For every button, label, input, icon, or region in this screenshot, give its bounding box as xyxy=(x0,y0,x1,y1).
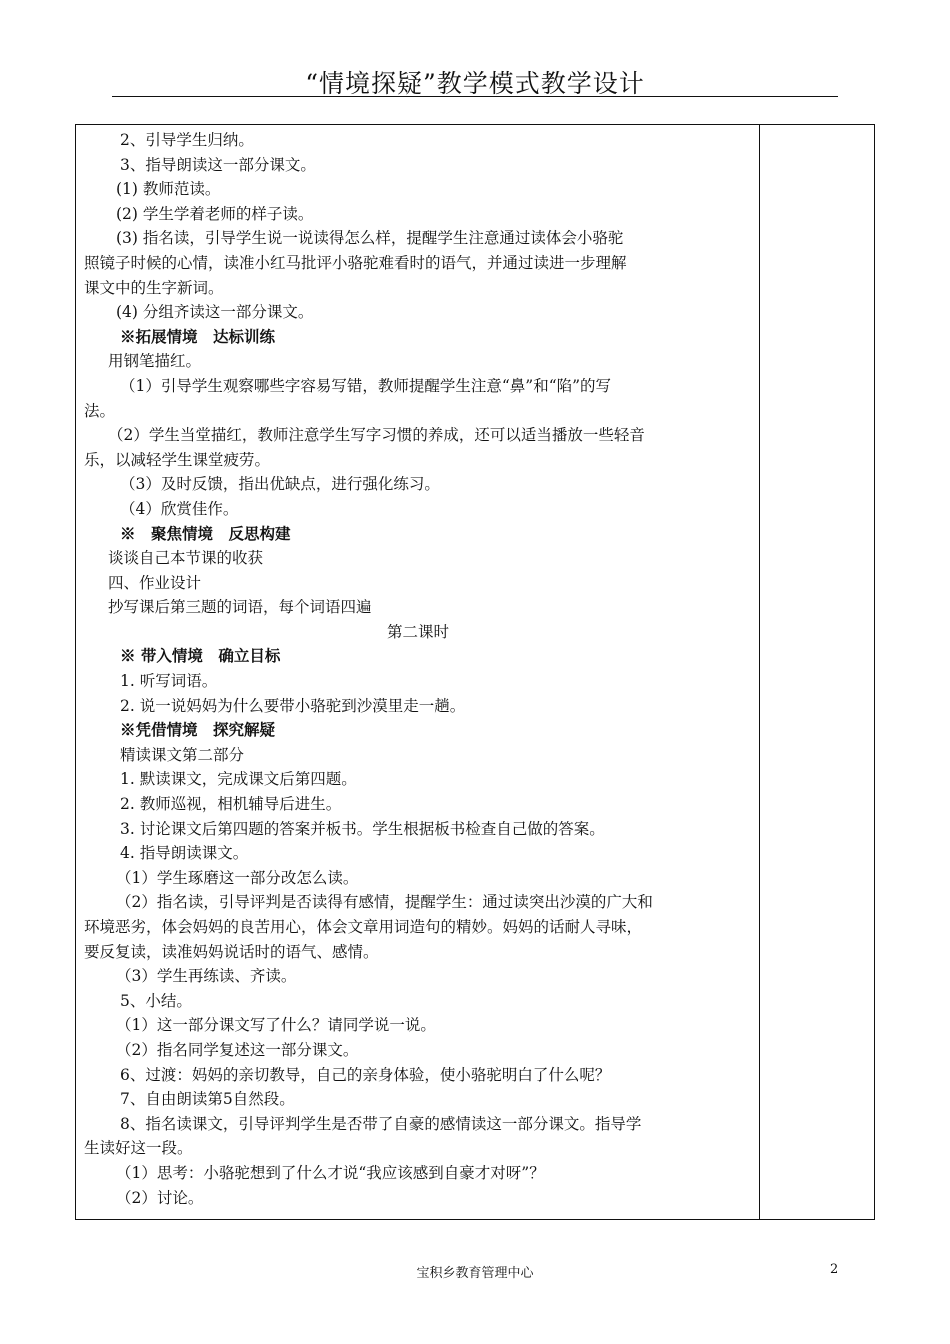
text-line: (3) 指名读，引导学生说一说读得怎么样，提醒学生注意通过读体会小骆驼 xyxy=(116,229,624,248)
lesson-period-title: 第二课时 xyxy=(386,622,449,641)
text-line: (2) 学生学着老师的样子读。 xyxy=(116,204,314,223)
text-line: 照镜子时候的心情，读准小红马批评小骆驼难看时的语气，并通过读进一步理解 xyxy=(84,253,627,272)
text-line: （1）思考：小骆驼想到了什么才说“我应该感到自豪才对呀”？ xyxy=(116,1163,545,1182)
text-line: 6、过渡：妈妈的亲切教导，自己的亲身体验，使小骆驼明白了什么呢？ xyxy=(120,1065,611,1084)
text-line: 3. 讨论课文后第四题的答案并板书。学生根据板书检查自己做的答案。 xyxy=(120,819,605,838)
section-heading: ※凭借情境 探究解疑 xyxy=(120,720,276,740)
text-line: （2）指名同学复述这一部分课文。 xyxy=(116,1040,359,1059)
text-line: 用钢笔描红。 xyxy=(108,352,202,371)
text-line: （3）及时反馈，指出优缺点，进行强化练习。 xyxy=(120,475,440,494)
text-line: 5、小结。 xyxy=(120,991,192,1010)
text-line: 2、引导学生归纳。 xyxy=(120,131,254,149)
text-line: （1）引导学生观察哪些字容易写错，教师提醒学生注意“鼻”和“陷”的写 xyxy=(120,376,612,395)
text-line: (1) 教师范读。 xyxy=(116,180,221,199)
section-heading: ※ 聚焦情境 反思构建 xyxy=(120,523,291,543)
section-heading: ※拓展情境 达标训练 xyxy=(120,326,276,346)
page-header-title: “情境探疑”教学模式教学设计 xyxy=(305,69,645,98)
text-line: 精读课文第二部分 xyxy=(120,745,245,764)
text-line: （1）学生琢磨这一部分改怎么读。 xyxy=(116,868,359,887)
table-column-divider xyxy=(759,124,760,1220)
text-line: 3、指导朗读这一部分课文。 xyxy=(120,155,316,174)
text-line: （4）欣赏佳作。 xyxy=(120,499,239,518)
text-line: 环境恶劣，体会妈妈的良苦用心，体会文章用词造句的精妙。妈妈的话耐人寻味， xyxy=(84,918,643,936)
text-line: 4. 指导朗读课文。 xyxy=(120,844,249,863)
text-line: 课文中的生字新词。 xyxy=(84,278,224,297)
text-line: 谈谈自己本节课的收获 xyxy=(108,549,264,568)
text-line: 生读好这一段。 xyxy=(84,1139,193,1158)
lesson-content xyxy=(84,128,752,1210)
text-line: (4) 分组齐读这一部分课文。 xyxy=(116,303,314,322)
text-line: （1）这一部分课文写了什么？请同学说一说。 xyxy=(116,1016,436,1035)
text-line: 2. 教师巡视，相机辅导后进生。 xyxy=(120,795,342,814)
text-line: 抄写课后第三题的词语，每个词语四遍 xyxy=(108,598,372,617)
header-rule xyxy=(112,96,838,97)
text-line: 乐，以减轻学生课堂疲劳。 xyxy=(84,450,271,469)
text-line: （3）学生再练读、齐读。 xyxy=(116,967,297,986)
text-line: 要反复读，读准妈妈说话时的语气、感情。 xyxy=(84,942,379,961)
text-line: 2. 说一说妈妈为什么要带小骆驼到沙漠里走一趟。 xyxy=(120,696,466,715)
text-line: （2）讨论。 xyxy=(116,1188,204,1207)
footer-organization: 宝积乡教育管理中心 xyxy=(416,1266,534,1281)
text-line: （2）指名读，引导评判是否读得有感情，提醒学生：通过读突出沙漠的广大和 xyxy=(116,893,653,912)
page-number: 2 xyxy=(830,1262,839,1277)
text-line: 四、作业设计 xyxy=(108,573,202,592)
text-line: 8、指名读课文，引导评判学生是否带了自豪的感情读这一部分课文。指导学 xyxy=(120,1114,642,1133)
text-line: （2）学生当堂描红，教师注意学生写字习惯的养成，还可以适当播放一些轻音 xyxy=(108,426,645,445)
text-line: 1. 听写词语。 xyxy=(120,672,218,691)
text-line: 1. 默读课文，完成课文后第四题。 xyxy=(120,770,357,789)
section-heading: ※ 带入情境 确立目标 xyxy=(120,646,281,666)
text-line: 法。 xyxy=(84,401,116,420)
text-line: 7、自由朗读第5自然段。 xyxy=(120,1090,295,1109)
